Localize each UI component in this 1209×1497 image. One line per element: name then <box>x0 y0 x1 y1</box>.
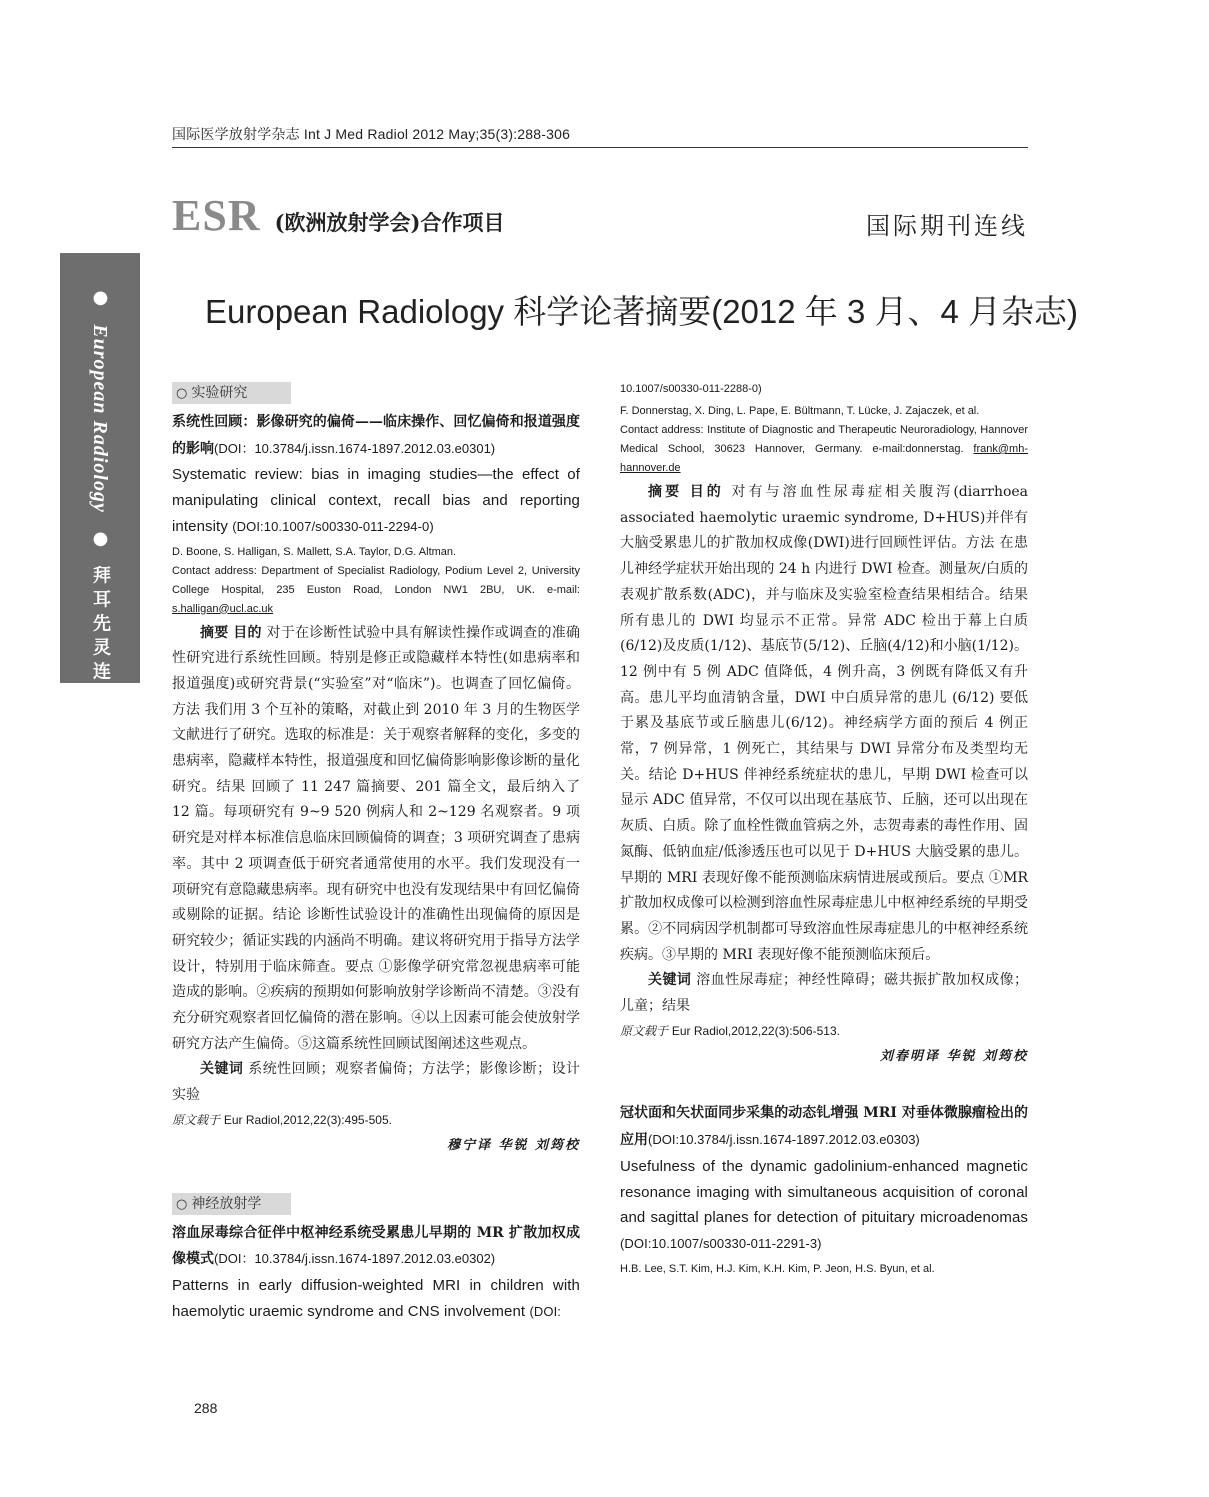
article1-translators: 穆宁译 华锐 刘筠校 <box>446 1137 580 1153</box>
article2-title-en: Patterns in early diffusion-weighted MRI in children with haemolytic uraemic syndrome and CNS involvement (DOI: <box>172 1276 580 1320</box>
bullet-icon: ● <box>90 528 111 551</box>
article1-email[interactable]: s.halligan@ucl.ac.uk <box>172 602 274 615</box>
esr-subtitle: (欧洲放射学会)合作项目 <box>274 210 505 235</box>
esr-logo: ESR <box>172 191 261 240</box>
bullet-icon: ● <box>90 287 111 309</box>
article2-keywords: 关键词 溶血性尿毒症；神经性障碍；磁共振扩散加权成像；儿童；结果 <box>620 972 1029 1015</box>
section-tag-experimental: ○ 实验研究 <box>172 382 291 404</box>
column-label: 国际期刊连线 <box>866 212 1028 240</box>
article2-doi-cont: 10.1007/s00330-011-2288-0) <box>620 383 762 395</box>
side-tab-latin: European Radiology <box>89 324 111 513</box>
right-column <box>620 380 1028 1279</box>
circle-icon: ○ <box>176 1196 188 1212</box>
article1-abstract: 摘要 目的 对于在诊断性试验中具有解读性操作或调查的准确性研究进行系统性回顾。特别是修正或隐藏样本特性(如患病率和报道强度)或研究背景(“实验室”对“临床”)。也调查了回忆偏倚。方法 我们用 3 个互补的策略，对截止到 2010 年 3 月的生物医学文献进行了研究。选取的标准是：关于观察者解释的变化，多变的患病率，隐藏样本特性，报道强度和回忆偏倚影响影像诊断的量化研究。结果 回顾了 11 247 篇摘要、201 篇全文，最后纳入了 12 篇。每项研究有 9~9 520 例病人和 2~129 名观察者。9 项研究是对样本标准信息临床回顾偏倚的调查；3 项研究调查了患病率。其中 2 项调查低于研究者通常使用的水平。我们发现没有一项研究有意隐藏患病率。现有研究中也没有发现结果中有回忆偏倚或剔除的证据。结论 诊断性试验设计的准确性出现偏倚的原因是研究较少；循证实践的内涵尚不明确。建议将研究用于指导方法学设计，特别用于临床筛查。要点 ①影像学研究常忽视患病率可能造成的影响。②疾病的预期如何影响放射学诊断尚不清楚。③没有充分研究观察者回忆偏倚的潜在影响。④以上因素可能会使放射学研究方法产生偏倚。⑤这篇系统性回顾试图阐述这些观点。 <box>172 624 581 1052</box>
article3-title-en: Usefulness of the dynamic gadolinium-enhanced magnetic resonance imaging with simultaneous acquisition of coronal and sagittal planes for detection of pituitary microadenomas (DOI:10.1007/s00330-011-2291-3) <box>620 1157 1028 1251</box>
article1-origin: 原文载于 Eur Radiol,2012,22(3):495-505. <box>172 1112 392 1127</box>
left-column <box>172 380 580 1324</box>
article2-translators: 刘春明译 华锐 刘筠校 <box>879 1048 1028 1064</box>
side-tab-text <box>87 279 113 709</box>
article1-title-cn: 系统性回顾：影像研究的偏倚——临床操作、回忆偏倚和报道强度的影响(DOI：10.3784/j.issn.1674-1897.2012.03.e0301) <box>172 414 580 457</box>
article3-title-cn: 冠状面和矢状面同步采集的动态钆增强 MRI 对垂体微腺瘤检出的应用(DOI:10.3784/j.issn.1674-1897.2012.03.e0303) <box>620 1105 1028 1149</box>
article2-origin: 原文载于 Eur Radiol,2012,22(3):506-513. <box>620 1023 840 1038</box>
page-title: European Radiology 科学论著摘要(2012 年 3 月、4 月杂志) <box>205 293 1078 330</box>
article1-keywords: 关键词 系统性回顾；观察者偏倚；方法学；影像诊断；设计实验 <box>172 1061 581 1104</box>
esr-banner <box>172 191 505 240</box>
section-tag-neuroradiology: ○ 神经放射学 <box>172 1193 291 1215</box>
article2-contact: Contact address: Institute of Diagnostic and Therapeutic Neuroradiology, Hannover Medical School, 30623 Hannover, Germany. e-mail:donnerstag. frank@mh-hannover.de <box>620 424 1028 474</box>
page-number: 288 <box>194 1400 218 1416</box>
article1-contact: Contact address: Department of Specialist Radiology, Podium Level 2, University College Hospital, 235 Euston Road, London NW1 2BU, UK. e-mail: s.halligan@ucl.ac.uk <box>172 564 580 615</box>
article1-authors: D. Boone, S. Halligan, S. Mallett, S.A. Taylor, D.G. Altman. <box>172 545 457 558</box>
article2-authors: F. Donnerstag, X. Ding, L. Pape, E. Bültmann, T. Lücke, J. Zajaczek, et al. <box>620 405 980 417</box>
article1-title-en: Systematic review: bias in imaging studies—the effect of manipulating clinical context, recall bias and reporting intensity (DOI:10.1007/s00330-011-2294-0) <box>172 466 580 535</box>
article3-authors: H.B. Lee, S.T. Kim, H.J. Kim, K.H. Kim, P. Jeon, H.S. Byun, et al. <box>620 1262 935 1275</box>
article2-title-cn: 溶血尿毒综合征伴中枢神经系统受累患儿早期的 MR 扩散加权成像模式(DOI：10.3784/j.issn.1674-1897.2012.03.e0302) <box>172 1224 580 1268</box>
side-tab-cn: 拜耳先灵连线 <box>90 565 111 710</box>
side-tab <box>60 253 140 710</box>
journal-header: 国际医学放射学杂志 Int J Med Radiol 2012 May;35(3):288-306 <box>172 126 571 142</box>
article2-email[interactable]: frank@mh-hannover.de <box>620 443 1028 474</box>
article2-abstract: 摘要 目的 对有与溶血性尿毒症相关腹泻(diarrhoea associated haemolytic uraemic syndrome, D+HUS)并伴有大脑受累患儿的扩散加权成像(DWI)进行回顾性评估。方法 在患儿神经学症状开始出现的 24 h 内进行 DWI 检查。测量灰/白质的表观扩散系数(ADC)，并与临床及实验室检查结果相结合。结果 所有患儿的 DWI 均显示不正常。异常 ADC 检出于幕上白质(6/12)及皮质(1/12)、基底节(5/12)、丘脑(4/12)和小脑(1/12)。12 例中有 5 例 ADC 值降低，4 例升高，3 例既有降低又有升高。患儿平均血清钠含量，DWI 中白质异常的患儿 (6/12) 要低于累及基底节或丘脑患儿(6/12)。神经病学方面的预后 4 例正常，7 例异常，1 例死亡，其结果与 DWI 异常分布及类型均无关。结论 D+HUS 伴神经系统症状的患儿，早期 DWI 检查可以显示 ADC 值异常，不仅可以出现在基底节、丘脑，还可以出现在灰质、白质。除了血栓性微血管病之外，志贺毒素的毒性作用、固氮酶、低钠血症/低渗透压也可以见于 D+HUS 大脑受累的患儿。早期的 MRI 表现好像不能预测临床病情进展或预后。要点 ①MR 扩散加权成像可以检测到溶血性尿毒症患儿中枢神经系统的早期受累。②不同病因学机制都可导致溶血性尿毒症患儿的中枢神经系统疾病。③早期的 MRI 表现好像不能预测临床预后。 <box>620 484 1029 963</box>
header-rule <box>172 147 1028 148</box>
circle-icon: ○ <box>176 386 188 401</box>
